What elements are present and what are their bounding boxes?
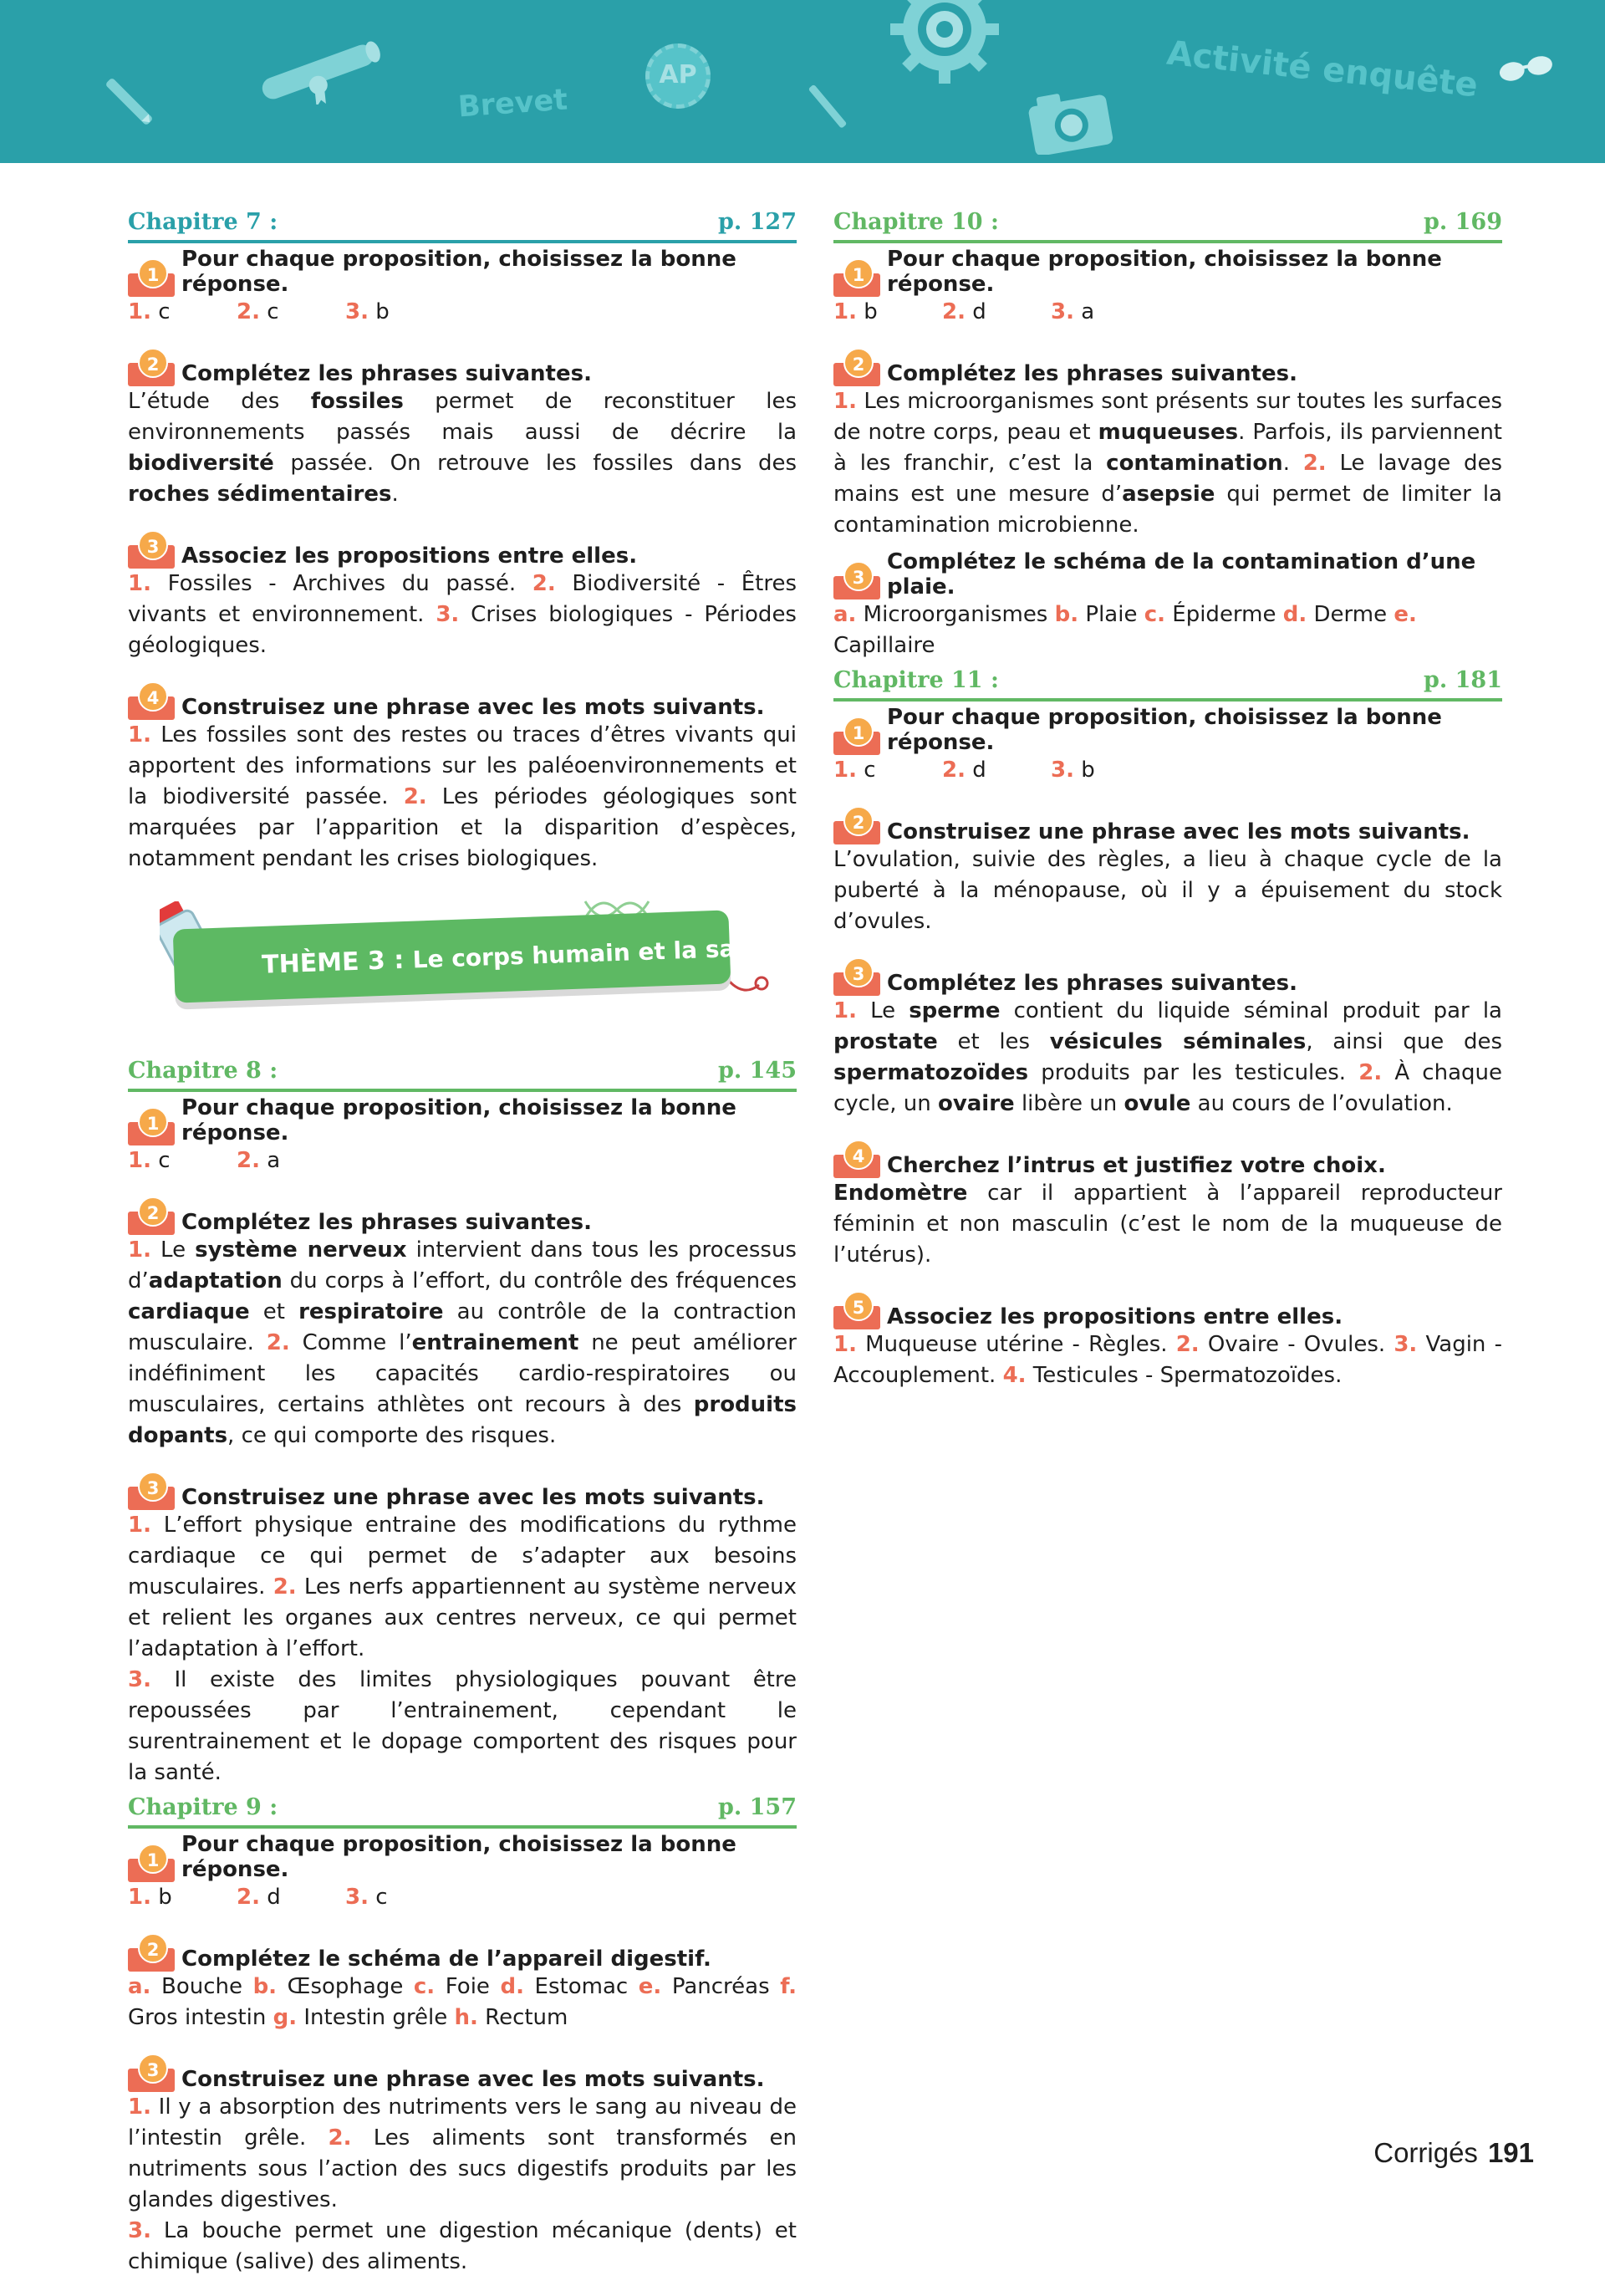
answer-text: a. Bouche b. Œsophage c. Foie d. Estomac e. Pancréas f. Gros intestin g. Intestin grêle h. Rectum [128, 1974, 797, 2030]
exercise [833, 1138, 1502, 1271]
exercise [128, 2052, 797, 2278]
answer-text: Endomètre car il appartient à l’appareil reproducteur féminin et non masculin (c’est le nom de la muqueuse de l’utérus). [833, 1181, 1502, 1268]
pencil-icon [801, 79, 859, 138]
exercise-title: Pour chaque proposition, choisissez la bonne réponse. [181, 1832, 736, 1882]
chapter-page: p. 127 [717, 209, 797, 235]
answer-text: 1. Le sperme contient du liquide séminal produit par la prostate et les vésicules séminales, ainsi que des spermatozoïdes produits par les testicules. 2. À chaque cycle, un ovaire libère un ovule au cours de l’ovulation. [833, 998, 1503, 1116]
page-number: 191 [1487, 2137, 1534, 2168]
activite-enquete-label: Activité enquête [1164, 33, 1480, 105]
exercise-number-badge: 3 [128, 1472, 175, 1510]
exercise-number-badge: 3 [833, 957, 880, 996]
answer-row: 1. c 2. d 3. b [833, 758, 1095, 783]
header-banner [0, 0, 1605, 163]
diploma-icon [251, 38, 385, 105]
answer-text: L’étude des fossiles permet de reconstituer les environnements passés mais aussi de décrire la biodiversité passée. On retrouve les fossiles dans des roches sédimentaires. [128, 389, 797, 507]
exercise-number-badge: 3 [833, 561, 880, 600]
page-footer [1373, 2137, 1534, 2169]
footer-label: Corrigés [1373, 2137, 1478, 2168]
answer-row: 1. b 2. d 3. a [833, 299, 1095, 324]
exercise-number-badge: 2 [128, 1933, 175, 1972]
chapter-title: Chapitre 9 : [128, 1794, 278, 1820]
chapter-title: Chapitre 11 : [833, 667, 999, 693]
exercise-number-badge: 1 [128, 1107, 175, 1145]
exercise-number-badge: 2 [833, 348, 880, 386]
exercise-title: Pour chaque proposition, choisissez la bonne réponse. [887, 705, 1442, 755]
pen-icon [99, 71, 166, 138]
chapter-page: p. 169 [1423, 209, 1502, 235]
chapter-title: Chapitre 10 : [833, 209, 999, 235]
exercise-title: Complétez les phrases suivantes. [181, 1210, 592, 1235]
exercise [128, 528, 797, 661]
exercise-number-badge: 2 [833, 806, 880, 844]
left-column [128, 203, 797, 2296]
theme-banner [128, 893, 797, 1052]
exercise-number-badge: 2 [128, 1196, 175, 1235]
exercise-title: Pour chaque proposition, choisissez la bonne réponse. [181, 247, 736, 297]
exercise-title: Construisez une phrase avec les mots suivants. [181, 1485, 765, 1510]
theme-title: THÈME 3 : Le corps humain et la santé [261, 933, 780, 980]
chapter-10-header [833, 203, 1502, 243]
exercise [128, 1095, 797, 1176]
chapter-11-header [833, 661, 1502, 702]
exercise-number-badge: 3 [128, 2054, 175, 2092]
chapter-title: Chapitre 8 : [128, 1058, 278, 1084]
ap-badge-icon [645, 43, 711, 109]
answer-row: 1. c 2. c 3. b [128, 299, 390, 324]
exercise-title: Complétez les phrases suivantes. [181, 361, 592, 386]
exercise-number-badge: 5 [833, 1291, 880, 1329]
exercise [128, 346, 797, 510]
glasses-icon [1496, 50, 1555, 84]
ap-label: AP [659, 60, 697, 89]
exercise [833, 1289, 1502, 1391]
exercise [128, 1470, 797, 1788]
exercise-number-badge: 2 [128, 348, 175, 386]
chapter-page: p. 145 [717, 1058, 797, 1084]
exercise [128, 680, 797, 875]
exercise [128, 1832, 797, 1913]
exercise [128, 1931, 797, 2033]
camera-icon [1024, 84, 1116, 155]
answer-row: 1. c 2. a [128, 1148, 281, 1173]
exercise-title: Associez les propositions entre elles. [181, 543, 638, 569]
gear-icon [890, 0, 999, 84]
exercise-title: Construisez une phrase avec les mots suivants. [181, 2067, 765, 2092]
answer-row: 1. b 2. d 3. c [128, 1885, 388, 1910]
answer-text: 1. Fossiles - Archives du passé. 2. Biodiversité - Êtres vivants et environnement. 3. Crises biologiques - Périodes géologiques. [128, 571, 797, 658]
exercise-title: Complétez les phrases suivantes. [887, 971, 1297, 996]
chapter-page: p. 181 [1423, 667, 1502, 693]
exercise-number-badge: 1 [128, 1844, 175, 1882]
exercise [833, 549, 1502, 661]
answer-text: 1. Les microorganismes sont présents sur toutes les surfaces de notre corps, peau et muqueuses. Parfois, ils parviennent à les franchir, c’est la contamination. 2. Le lavage des mains est une mesure d’asepsie qui permet de limiter la contamination microbienne. [833, 389, 1503, 538]
answer-text: 1. L’effort physique entraine des modifications du rythme cardiaque ce qui permet de s’adapter aux besoins musculaires. 2. Les nerfs appartiennent au système nerveux et relient les organes aux centres nerveux, ce qui permet l’adaptation à l’effort. 3. Il existe des limites physiologiques pouvant être repoussées par l’entrainement, cependant le surentrainement et le dopage comportent des risques pour la santé. [128, 1513, 797, 1785]
exercise-number-badge: 1 [833, 717, 880, 755]
answer-text: a. Microorganismes b. Plaie c. Épiderme d. Derme e. Capillaire [833, 602, 1417, 658]
answer-text: L’ovulation, suivie des règles, a lieu à chaque cycle de la puberté à la ménopause, où il y a épuisement du stock d’ovules. [833, 847, 1502, 934]
exercise-number-badge: 4 [833, 1140, 880, 1178]
chapter-8-header [128, 1052, 797, 1092]
exercise-title: Construisez une phrase avec les mots suivants. [887, 819, 1470, 844]
exercise-number-badge: 4 [128, 681, 175, 720]
exercise [128, 247, 797, 328]
answer-text: 1. Le système nerveux intervient dans tous les processus d’adaptation du corps à l’effort, du contrôle des fréquences cardiaque et respiratoire au contrôle de la contraction musculaire. 2. Comme l’entrainement ne peut améliorer indéfiniment les capacités cardio-respiratoires ou musculaires, certains athlètes ont recours à des produits dopants, ce qui comporte des risques. [128, 1237, 797, 1448]
exercise-title: Complétez le schéma de l’appareil digestif. [181, 1946, 711, 1972]
exercise-title: Cherchez l’intrus et justifiez votre choix. [887, 1153, 1386, 1178]
chapter-7-header [128, 203, 797, 243]
chapter-9-header [128, 1788, 797, 1829]
answer-text: 1. Les fossiles sont des restes ou traces d’êtres vivants qui apportent des informations sur les paléoenvironnements et la biodiversité passée. 2. Les périodes géologiques sont marquées par l’apparition et la disparition d’espèces, notamment pendant les crises biologiques. [128, 722, 797, 871]
exercise-title: Pour chaque proposition, choisissez la bonne réponse. [887, 247, 1442, 297]
chapter-page: p. 157 [717, 1794, 797, 1820]
exercise [833, 247, 1502, 328]
exercise [833, 804, 1502, 937]
right-column [833, 203, 1502, 1410]
exercise [833, 346, 1502, 541]
exercise-title: Pour chaque proposition, choisissez la bonne réponse. [181, 1095, 736, 1145]
answer-text: 1. Muqueuse utérine - Règles. 2. Ovaire - Ovules. 3. Vagin - Accouplement. 4. Testicules - Spermatozoïdes. [833, 1332, 1502, 1388]
exercise-title: Complétez le schéma de la contamination d’une plaie. [887, 549, 1476, 600]
exercise-number-badge: 3 [128, 530, 175, 569]
exercise-title: Associez les propositions entre elles. [887, 1304, 1343, 1329]
exercise-title: Complétez les phrases suivantes. [887, 361, 1297, 386]
exercise [128, 1195, 797, 1452]
exercise-number-badge: 1 [833, 258, 880, 297]
exercise [833, 956, 1502, 1120]
chapter-title: Chapitre 7 : [128, 209, 278, 235]
brevet-label: Brevet [456, 83, 569, 125]
exercise-title: Construisez une phrase avec les mots suivants. [181, 695, 765, 720]
answer-text: 1. Il y a absorption des nutriments vers le sang au niveau de l’intestin grêle. 2. Les aliments sont transformés en nutriments sous l’action des sucs digestifs produits par les glandes digestives. 3. La bouche permet une digestion mécanique (dents) et chimique (salive) des aliments. [128, 2094, 797, 2274]
exercise-number-badge: 1 [128, 258, 175, 297]
exercise [833, 705, 1502, 786]
